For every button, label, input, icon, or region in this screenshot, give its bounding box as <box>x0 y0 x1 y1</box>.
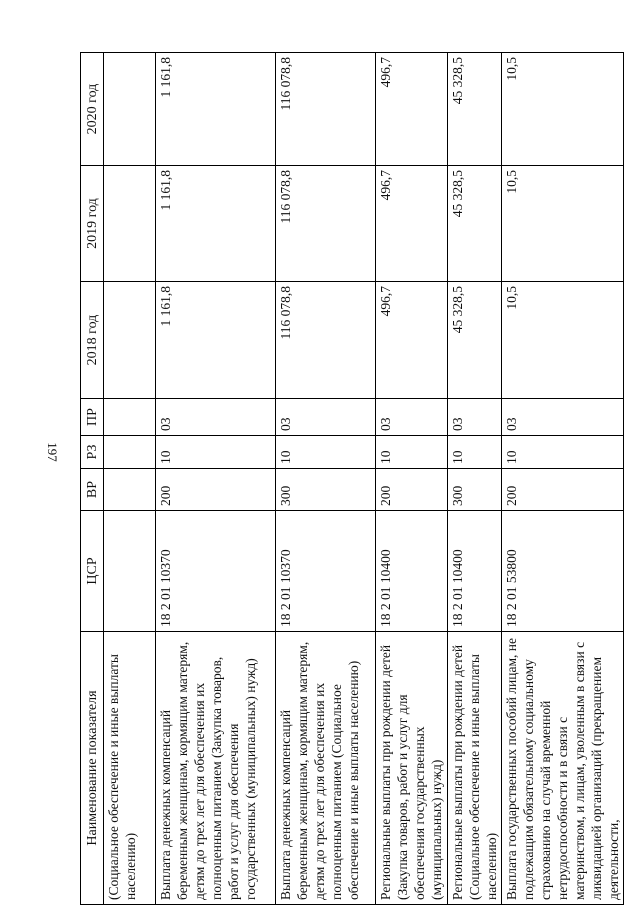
row-2019: 496,7 <box>376 166 448 282</box>
row-2018: 1 161,8 <box>156 282 276 399</box>
row-2018: 45 328,5 <box>448 282 502 399</box>
row-pr: 03 <box>448 399 502 436</box>
column-header-2020: 2020 год <box>81 53 104 166</box>
budget-table <box>80 52 624 905</box>
table-row <box>502 53 624 905</box>
column-header-name: Наименование показателя <box>81 632 104 905</box>
row-2020: 496,7 <box>376 53 448 166</box>
column-header-rz: РЗ <box>81 436 104 469</box>
row-2020: 1 161,8 <box>156 53 276 166</box>
row-rz: 10 <box>376 436 448 469</box>
table-row <box>104 53 156 905</box>
row-pr: 03 <box>376 399 448 436</box>
row-vr: 200 <box>156 469 276 511</box>
row-vr: 200 <box>376 469 448 511</box>
row-rz: 10 <box>156 436 276 469</box>
table-header-row <box>81 53 104 905</box>
row-2020: 116 078,8 <box>276 53 376 166</box>
row-csr: 18 2 01 10370 <box>276 511 376 632</box>
row-2019: 116 078,8 <box>276 166 376 282</box>
row-2019: 45 328,5 <box>448 166 502 282</box>
row-2019 <box>104 166 156 282</box>
row-2018 <box>104 282 156 399</box>
row-csr: 18 2 01 10370 <box>156 511 276 632</box>
column-header-2019: 2019 год <box>81 166 104 282</box>
row-pr <box>104 399 156 436</box>
row-name: Региональные выплаты при рождении детей (Закупка товаров, работ и услуг для обеспечения государственных (муниципальных) нужд) <box>376 632 448 905</box>
column-header-pr: ПР <box>81 399 104 436</box>
table-row <box>156 53 276 905</box>
row-pr: 03 <box>276 399 376 436</box>
row-2018: 10,5 <box>502 282 624 399</box>
row-2018: 116 078,8 <box>276 282 376 399</box>
table-row <box>376 53 448 905</box>
row-pr: 03 <box>156 399 276 436</box>
row-rz: 10 <box>502 436 624 469</box>
row-name: (Социальное обеспечение и иные выплаты населению) <box>104 632 156 905</box>
row-2020: 10,5 <box>502 53 624 166</box>
column-header-2018: 2018 год <box>81 282 104 399</box>
row-vr: 200 <box>502 469 624 511</box>
row-2018: 496,7 <box>376 282 448 399</box>
table-row <box>276 53 376 905</box>
page-number: 197 <box>45 442 60 462</box>
row-name: Выплата государственных пособий лицам, не подлежащим обязательному социальному страхованию на случай временной нетрудоспособности и в связи с материнством, и лицам, уволенным в связи с ликвидацией организаций (прекращением деятельности, <box>502 632 624 905</box>
row-2019: 10,5 <box>502 166 624 282</box>
row-rz: 10 <box>448 436 502 469</box>
column-header-csr: ЦСР <box>81 511 104 632</box>
row-rz <box>104 436 156 469</box>
table-row <box>448 53 502 905</box>
row-csr: 18 2 01 10400 <box>376 511 448 632</box>
row-csr <box>104 511 156 632</box>
column-header-vr: ВР <box>81 469 104 511</box>
row-csr: 18 2 01 53800 <box>502 511 624 632</box>
row-2020 <box>104 53 156 166</box>
row-csr: 18 2 01 10400 <box>448 511 502 632</box>
row-name: Выплата денежных компенсаций беременным женщинам, кормящим матерям, детям до трех лет для обеспечения их полноценным питанием (Социальное обеспечение и иные выплаты населению) <box>276 632 376 905</box>
row-name: Выплата денежных компенсаций беременным женщинам, кормящим матерям, детям до трех лет для обеспечения их полноценным питанием (Закупка товаров, работ и услуг для обеспечения государственных (муниципальных) нужд) <box>156 632 276 905</box>
row-vr: 300 <box>276 469 376 511</box>
row-pr: 03 <box>502 399 624 436</box>
row-2019: 1 161,8 <box>156 166 276 282</box>
row-rz: 10 <box>276 436 376 469</box>
row-name: Региональные выплаты при рождении детей (Социальное обеспечение и иные выплаты населению) <box>448 632 502 905</box>
row-vr: 300 <box>448 469 502 511</box>
row-2020: 45 328,5 <box>448 53 502 166</box>
row-vr <box>104 469 156 511</box>
